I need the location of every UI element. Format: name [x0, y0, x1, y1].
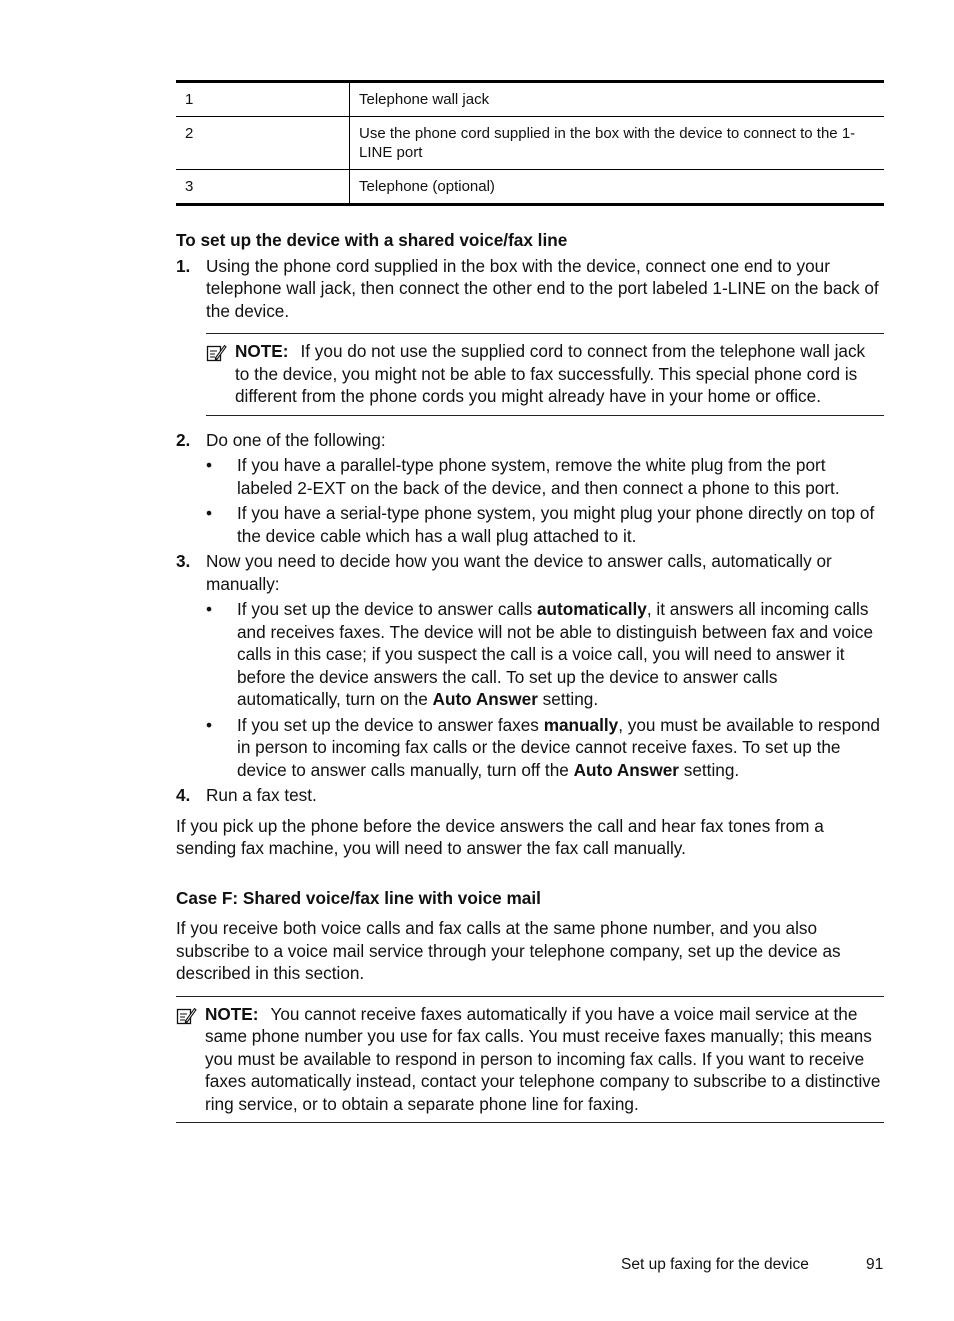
closing-paragraph: If you pick up the phone before the device answers the call and hear fax tones from a sending fax machine, you will need to answer the fax call manually. [176, 815, 824, 858]
bullet-text: If you set up the device to answer faxes manually, you must be available to respond in person to incoming fax calls or the device cannot receive faxes. To set up the device to answer calls manually, turn off the Auto Answer setting. [237, 714, 880, 780]
step-text: Do one of the following: [206, 429, 386, 450]
page-number: 91 [866, 1256, 884, 1273]
setting-name: Auto Answer [573, 759, 679, 780]
step-number: 2. [176, 429, 191, 450]
bullet-icon: • [206, 714, 213, 735]
bullet-icon: • [206, 503, 213, 523]
footer-section-title: Set up faxing for the device [621, 1256, 809, 1273]
emphasis: manually [543, 714, 619, 735]
step-3 [176, 550, 884, 781]
callout-description: Telephone (optional) [350, 170, 885, 205]
step-text: Now you need to decide how you want the device to answer calls, automatically or manually: [206, 551, 832, 594]
step-text: Run a fax test. [206, 785, 317, 805]
step-number: 1. [176, 255, 191, 276]
callout-description: Use the phone cord supplied in the box with the device to connect to the 1-LINE port [350, 117, 885, 170]
table-row [176, 117, 884, 170]
bullet-icon: • [206, 599, 213, 619]
callout-description: Telephone wall jack [359, 91, 490, 108]
bullet-text: If you have a parallel-type phone system, remove the white plug from the port labeled 2-EXT on the back of the device, and then connect a phone to this port. [237, 455, 840, 498]
emphasis: automatically [536, 599, 647, 619]
note-label: NOTE: [235, 341, 289, 361]
bullet-icon: • [206, 455, 213, 475]
note-box [206, 333, 884, 416]
list-item [206, 598, 884, 711]
page-content [176, 229, 884, 1133]
table-row [176, 170, 884, 205]
step-4 [176, 784, 884, 807]
list-item [206, 502, 884, 547]
callout-number: 2 [176, 117, 350, 170]
callout-table [176, 80, 884, 206]
bullet-text: If you set up the device to answer calls automatically, it answers all incoming calls and receives faxes. The device will not be able to distinguish between fax and voice calls in this case; if you suspect the call is a voice call, you will need to answer it before the device answers the call. To set up the device to answer calls automatically, turn on the Auto Answer setting. [237, 599, 874, 709]
table-row [176, 82, 884, 117]
note-pencil-icon [176, 1003, 205, 1116]
callout-number: 1 [176, 82, 350, 117]
step-2 [176, 429, 884, 548]
section-heading: Case F: Shared voice/fax line with voice mail [176, 887, 541, 908]
note-pencil-icon [206, 340, 235, 408]
list-item [206, 714, 884, 782]
bullet-text: If you have a serial-type phone system, you might plug your phone directly on top of the device cable which has a wall plug attached to it. [237, 503, 875, 546]
section-paragraph: If you receive both voice calls and fax calls at the same phone number, and you also subscribe to a voice mail service through your telephone company, set up the device as described in this section. [176, 918, 841, 983]
setting-name: Auto Answer [432, 689, 538, 709]
step-number: 3. [176, 551, 191, 571]
callout-number: 3 [176, 170, 350, 205]
procedure-heading: To set up the device with a shared voice/fax line [176, 230, 568, 250]
list-item [206, 454, 884, 499]
note-text: You cannot receive faxes automatically if you have a voice mail service at the same phone number you use for fax calls. You must receive faxes manually; this means you must be available to respond in person to incoming fax calls. If you want to receive faxes automatically instead, contact your telephone company to subscribe to a distinctive ring service, or to obtain a separate phone line for faxing. [205, 1003, 881, 1114]
step-number: 4. [176, 785, 191, 805]
note-text: If you do not use the supplied cord to connect from the telephone wall jack to the device, you might not be able to fax successfully. This special phone cord is different from the phone cords you might already have in your home or office. [235, 341, 866, 406]
step-1 [176, 255, 884, 426]
step-text: Using the phone cord supplied in the box with the device, connect one end to your telephone wall jack, then connect the other end to the port labeled 1-LINE on the back of the device. [206, 255, 879, 321]
note-box [176, 996, 884, 1124]
note-label: NOTE: [205, 1003, 259, 1024]
